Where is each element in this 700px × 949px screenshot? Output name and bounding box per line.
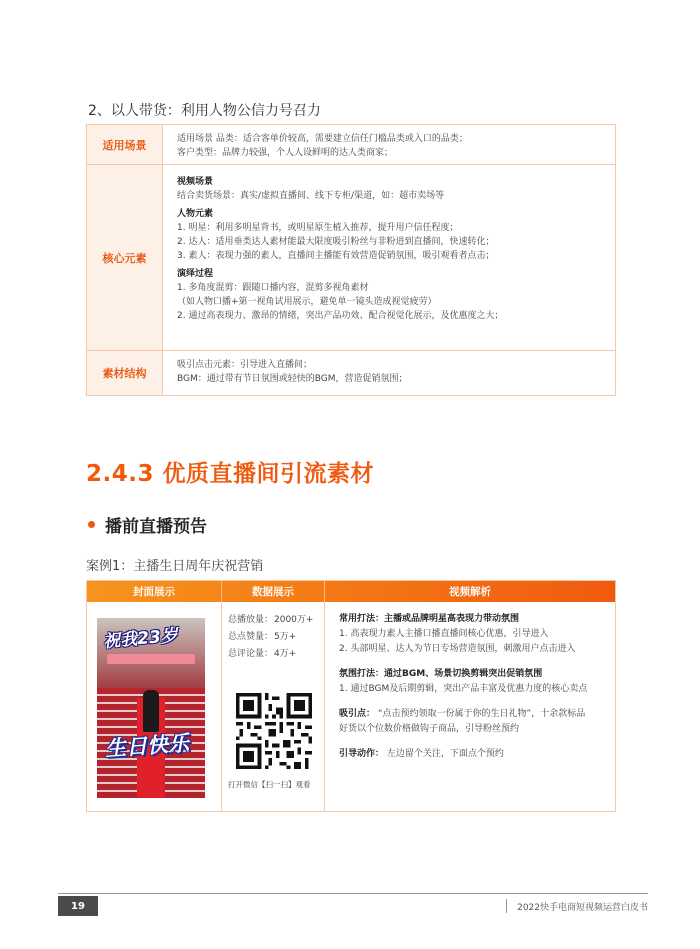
footer-separator — [506, 899, 507, 913]
analysis-heading: 氛围打法：通过BGM、场景切换剪辑突出促销氛围 — [339, 669, 543, 679]
cover-person-figure — [143, 690, 159, 732]
text-line: 好货以个位数价格做钩子商品，引导粉丝预约 — [339, 724, 520, 734]
header-cover: 封面展示 — [87, 581, 222, 602]
data-cell — [222, 602, 325, 811]
cover-image — [97, 618, 205, 798]
text-line: 2. 通过高表现力、激昂的情绪，突出产品功效、配合视觉化展示，及优惠度之大； — [177, 311, 504, 321]
section-heading: 2、以人带货：利用人物公信力号召力 — [88, 103, 321, 119]
case-table-body — [87, 602, 615, 811]
guide-heading: 引导动作： — [339, 749, 385, 759]
text-line: 适用场景 品类：适合客单价较高，需要建立信任门槛品类或入口的品类； — [177, 134, 468, 144]
cover-banner-decor — [107, 654, 195, 664]
stat-row — [228, 629, 324, 646]
footer-divider — [58, 893, 648, 894]
guide-line — [339, 747, 605, 762]
strategy-table — [86, 124, 616, 396]
text-line: 1. 明星：利用多明星背书，或明星原生植入推荐，提升用户信任程度； — [177, 223, 459, 233]
block-title: 视频场景 — [177, 177, 214, 187]
analysis-heading: 常用打法：主播或品牌明星高表现力带动氛围 — [339, 614, 520, 624]
text-line: 吸引点击元素：引导进入直播间； — [177, 360, 313, 370]
hook-heading: 吸引点： — [339, 709, 376, 719]
analysis-cell — [325, 602, 615, 811]
subsection-title — [88, 512, 207, 537]
row-body — [163, 165, 615, 350]
row-body — [163, 351, 615, 395]
stat-key: 总点赞量： — [228, 632, 274, 642]
guide-text: 左边留个关注，下面点个预约 — [386, 749, 504, 759]
section-title: 2.4.3 优质直播间引流素材 — [86, 461, 374, 487]
text-line: 3. 素人：表现力强的素人，直播间主播能有效营造促销氛围，吸引观看者点击； — [177, 251, 495, 261]
stat-row — [228, 612, 324, 629]
text-line: 客户类型：品牌力较强，个人人设鲜明的达人类商家； — [177, 148, 394, 158]
stat-value: 4万+ — [274, 649, 297, 659]
book-title: 2022快手电商短视频运营白皮书 — [517, 902, 648, 913]
page-number: 19 — [58, 896, 98, 916]
stat-row — [228, 646, 324, 663]
row-label: 素材结构 — [87, 351, 163, 395]
row-label: 适用场景 — [87, 125, 163, 164]
header-data: 数据展示 — [222, 581, 325, 602]
analysis-block — [339, 612, 605, 657]
text-line: 结合卖货场景：真实/虚拟直播间、线下专柜/渠道，如：超市卖场等 — [177, 191, 445, 201]
qr-code-icon[interactable] — [236, 693, 312, 769]
cover-cell — [87, 602, 222, 811]
text-line: BGM：通过带有节日氛围或轻快的BGM，营造促销氛围； — [177, 374, 408, 384]
table-row — [87, 125, 615, 165]
block-title: 人物元素 — [177, 209, 214, 219]
stat-value: 5万+ — [274, 632, 297, 642]
subsection-title-text: 播前直播预告 — [105, 517, 207, 537]
text-line: 1. 多角度混剪：跟随口播内容，混剪多视角素材 — [177, 283, 369, 293]
case-table — [86, 580, 616, 812]
stats-list — [222, 602, 324, 663]
stat-key: 总评论量： — [228, 649, 274, 659]
cover-top-text: 祝我23岁 — [102, 625, 179, 653]
text-line: 1. 通过BGM及后期剪辑，突出产品丰富及优惠力度的核心卖点 — [339, 684, 588, 694]
header-analysis: 视频解析 — [449, 586, 491, 598]
hook-line — [339, 707, 605, 722]
case-title: 案例1：主播生日周年庆祝营销 — [86, 559, 264, 574]
table-row — [87, 165, 615, 351]
row-body — [163, 125, 615, 164]
stat-key: 总播放量： — [228, 615, 274, 625]
analysis-block — [339, 707, 605, 737]
analysis-block — [339, 667, 605, 697]
cover-bottom-text: 生日快乐 — [104, 731, 190, 761]
qr-caption: 打开微信【扫一扫】观看 — [228, 780, 311, 789]
case-table-header — [87, 581, 615, 602]
text-line: 2. 头部明星、达人为节日专场营造氛围，刺激用户点击进入 — [339, 644, 576, 654]
block-title: 演绎过程 — [177, 269, 214, 279]
stat-value: 2000万+ — [274, 615, 314, 625]
text-line: 2. 达人：适用垂类达人素材能最大限度吸引粉丝与非粉进到直播间，快速转化； — [177, 237, 495, 247]
text-line: （如人物口播+第一视角试用展示，避免单一镜头造成视觉疲劳） — [177, 297, 437, 307]
row-label: 核心元素 — [87, 165, 163, 350]
text-line: 1. 高表现力素人主播口播直播间核心优惠，引导进入 — [339, 629, 549, 639]
hook-text: “点击预约领取一份属于你的生日礼物”，十余款标品 — [377, 709, 586, 719]
page-footer — [58, 896, 648, 916]
table-row — [87, 351, 615, 395]
bullet-dot-icon — [88, 521, 95, 528]
